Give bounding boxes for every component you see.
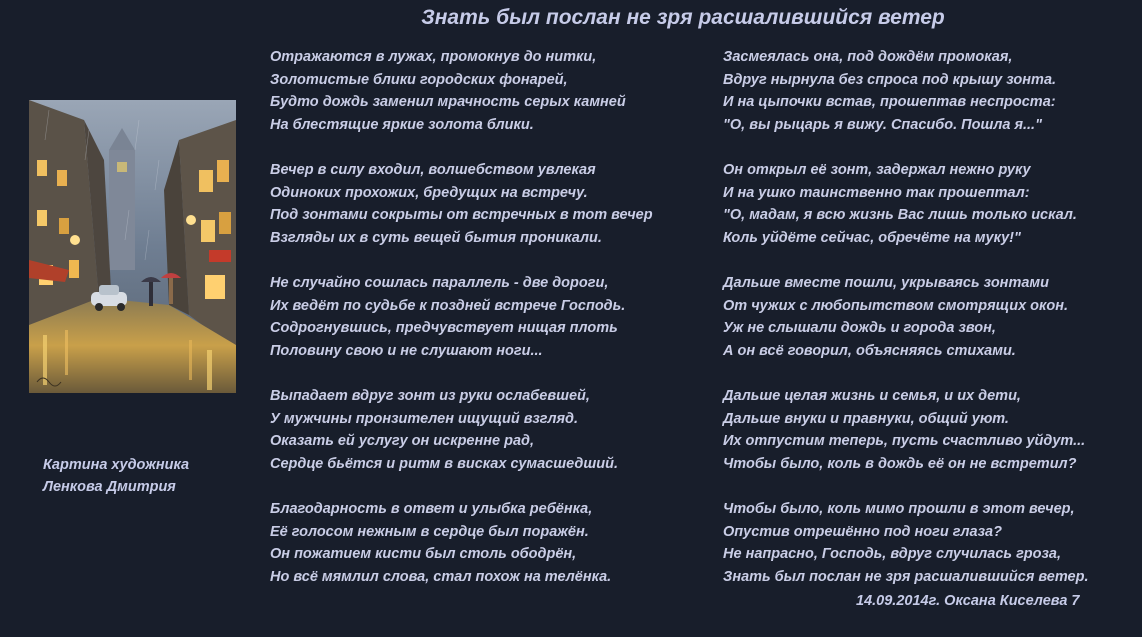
stanza	[270, 159, 700, 249]
poem-line: Чтобы было, коль мимо прошли в этот вечер,	[723, 501, 1075, 517]
poem-line: "О, мадам, я всю жизнь Вас лишь только искал.	[723, 207, 1077, 223]
caption-line: Картина художника	[43, 457, 190, 473]
poem-line: Опустив отрешённо под ноги глаза?	[723, 523, 1002, 540]
rainy-street-painting-icon	[29, 100, 236, 393]
poem-title: Знать был послан не зря расшалившийся ветер	[421, 6, 945, 29]
poem-line: Их ведёт по судьбе к поздней встрече Господь.	[270, 297, 626, 314]
poem-line: Дальше целая жизнь и семья, и их дети,	[723, 388, 1021, 404]
poem-line: Одиноких прохожих, бредущих на встречу.	[270, 184, 588, 201]
poem-line: "О, вы рыцарь я вижу. Спасибо. Пошла я..."	[723, 116, 1042, 133]
stanza	[723, 498, 1138, 588]
poem-line: Дальше внуки и правнуки, общий уют.	[723, 410, 1009, 427]
painting-art	[29, 100, 236, 393]
poem-line: Золотистые блики городских фонарей,	[270, 71, 568, 88]
poem-line: Уж не слышали дождь и города звон,	[723, 320, 996, 336]
stanza	[270, 46, 700, 136]
poem-line: Благодарность в ответ и улыбка ребёнка,	[270, 501, 593, 517]
poem-line: Знать был послан не зря расшалившийся ветер.	[723, 568, 1089, 585]
stanza	[723, 272, 1138, 362]
poem-line: Дальше вместе пошли, укрываясь зонтами	[723, 275, 1049, 291]
poem-line: Вдруг нырнула без спроса под крышу зонта.	[723, 71, 1057, 88]
poem-line: Будто дождь заменил мрачность серых камней	[270, 94, 626, 110]
poem-line: Оказать ей услугу он искренне рад,	[270, 433, 535, 449]
painting-caption	[43, 454, 189, 498]
poem-line: На блестящие яркие золота блики.	[270, 116, 534, 133]
poem-line: Её голосом нежным в сердце был поражён.	[270, 523, 589, 540]
author-signature: 14.09.2014г. Оксана Киселева 7	[856, 593, 1080, 609]
poem-line: Сердце бьётся и ритм в висках сумасшедший.	[270, 455, 618, 472]
poem-line: Он пожатием кисти был столь ободрён,	[270, 546, 577, 562]
poem-line: Под зонтами сокрыты от встречных в тот вечер	[270, 207, 653, 223]
poem-line: Отражаются в лужах, промокнув до нитки,	[270, 49, 597, 65]
stanza	[723, 159, 1138, 249]
poem-line: Но всё мямлил слова, стал похож на телёнка.	[270, 568, 612, 585]
poem-line: Чтобы было, коль в дождь её он не встретил?	[723, 455, 1077, 472]
poem-line: У мужчины пронзителен ищущий взгляд.	[270, 410, 579, 427]
poem-line: Их отпустим теперь, пусть счастливо уйдут...	[723, 433, 1086, 449]
poem-line: Коль уйдёте сейчас, обречёте на муку!"	[723, 229, 1021, 246]
caption-line: Ленкова Дмитрия	[43, 479, 176, 495]
poem-line: Содрогнувшись, предчувствует нищая плоть	[270, 320, 618, 336]
poem-line: Не напрасно, Господь, вдруг случилась гроза,	[723, 546, 1062, 562]
poem-line: Вечер в силу входил, волшебством увлекая	[270, 162, 596, 178]
poem-line: Половину свою и не слушают ноги...	[270, 342, 543, 359]
stanza	[270, 498, 700, 588]
stanza	[270, 272, 700, 362]
poem-line: Не случайно сошлась параллель - две дороги,	[270, 275, 609, 291]
stanza	[270, 385, 700, 475]
poem-line: Взгляды их в суть вещей бытия проникали.	[270, 229, 602, 246]
poem-line: От чужих с любопытством смотрящих окон.	[723, 297, 1069, 314]
poem-column-right	[723, 46, 1138, 611]
poem-line: Выпадает вдруг зонт из руки ослабевшей,	[270, 388, 590, 404]
poem-line: И на ушко таинственно так прошептал:	[723, 184, 1030, 201]
poem-column-left	[270, 46, 700, 611]
stanza	[723, 385, 1138, 475]
poem-line: Он открыл её зонт, задержал нежно руку	[723, 162, 1031, 178]
poem-line: А он всё говорил, объясняясь стихами.	[723, 342, 1016, 359]
stanza	[723, 46, 1138, 136]
poem-line: И на цыпочки встав, прошептав неспроста:	[723, 94, 1056, 110]
poem-line: Засмеялась она, под дождём промокая,	[723, 49, 1013, 65]
